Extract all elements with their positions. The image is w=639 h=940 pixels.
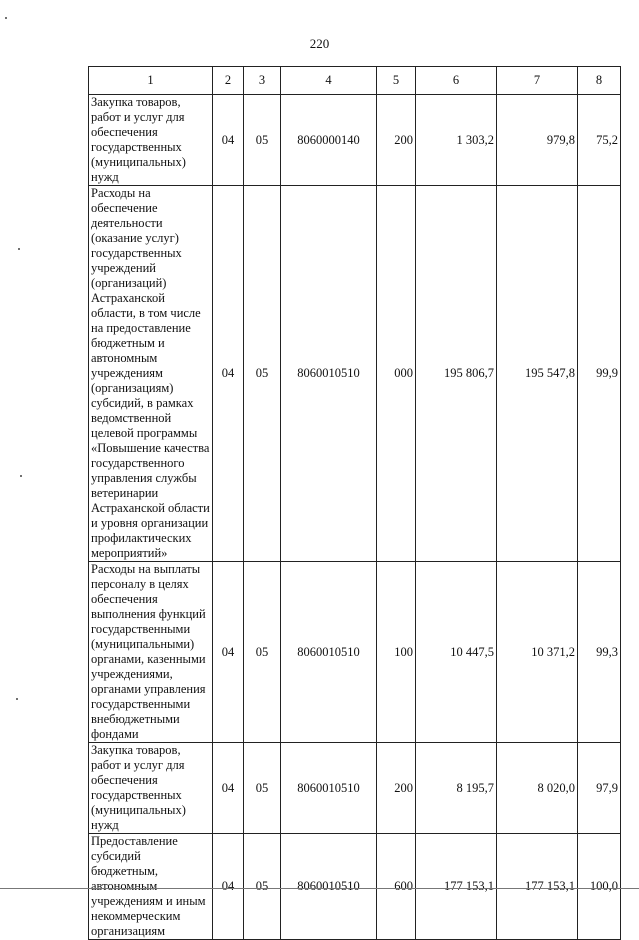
column-header: 4 [281, 67, 377, 95]
percent-cell: 97,9 [578, 743, 621, 834]
page-number: 220 [309, 36, 330, 51]
planned-amount-cell: 10 447,5 [416, 562, 497, 743]
table-row [89, 95, 621, 186]
section-code-cell: 04 [213, 562, 244, 743]
expense-type-cell: 200 [377, 743, 416, 834]
subsection-code-cell: 05 [244, 743, 281, 834]
column-header: 8 [578, 67, 621, 95]
actual-amount-cell: 195 547,8 [497, 186, 578, 562]
actual-amount-cell: 8 020,0 [497, 743, 578, 834]
planned-amount-cell: 195 806,7 [416, 186, 497, 562]
subsection-code-cell: 05 [244, 186, 281, 562]
column-header: 6 [416, 67, 497, 95]
planned-amount-cell: 177 153,1 [416, 834, 497, 940]
scan-speck [16, 698, 18, 700]
expense-type-cell: 200 [377, 95, 416, 186]
expense-name-cell: Предоставление субсидий бюджетным, автономным учреждениям и иным некоммерческим организациям [89, 834, 213, 940]
percent-cell: 75,2 [578, 95, 621, 186]
target-article-cell: 8060010510 [281, 743, 377, 834]
scan-speck [5, 17, 7, 19]
percent-cell: 99,3 [578, 562, 621, 743]
percent-cell: 100,0 [578, 834, 621, 940]
scan-speck [18, 248, 20, 250]
column-header: 3 [244, 67, 281, 95]
actual-amount-cell: 10 371,2 [497, 562, 578, 743]
expense-type-cell: 100 [377, 562, 416, 743]
table-row [89, 743, 621, 834]
table-header-row [89, 67, 621, 95]
target-article-cell: 8060010510 [281, 562, 377, 743]
expense-name-cell: Расходы на выплаты персоналу в целях обеспечения выполнения функций государственными (муниципальными) органами, казенными учреждениями, органами управления государственными внебюджетными фондами [89, 562, 213, 743]
expense-type-cell: 000 [377, 186, 416, 562]
scan-bottom-edge [0, 888, 639, 889]
expense-name-cell: Закупка товаров, работ и услуг для обеспечения государственных (муниципальных) нужд [89, 95, 213, 186]
planned-amount-cell: 1 303,2 [416, 95, 497, 186]
column-header: 1 [89, 67, 213, 95]
actual-amount-cell: 177 153,1 [497, 834, 578, 940]
section-code-cell: 04 [213, 834, 244, 940]
target-article-cell: 8060010510 [281, 834, 377, 940]
planned-amount-cell: 8 195,7 [416, 743, 497, 834]
table-row [89, 834, 621, 940]
percent-cell: 99,9 [578, 186, 621, 562]
target-article-cell: 8060010510 [281, 186, 377, 562]
expense-name-cell: Закупка товаров, работ и услуг для обеспечения государственных (муниципальных) нужд [89, 743, 213, 834]
scan-speck [20, 475, 22, 477]
table-row [89, 186, 621, 562]
section-code-cell: 04 [213, 743, 244, 834]
column-header: 7 [497, 67, 578, 95]
column-header: 2 [213, 67, 244, 95]
actual-amount-cell: 979,8 [497, 95, 578, 186]
subsection-code-cell: 05 [244, 95, 281, 186]
column-header: 5 [377, 67, 416, 95]
subsection-code-cell: 05 [244, 562, 281, 743]
subsection-code-cell: 05 [244, 834, 281, 940]
section-code-cell: 04 [213, 186, 244, 562]
expense-type-cell: 600 [377, 834, 416, 940]
table-row [89, 562, 621, 743]
target-article-cell: 8060000140 [281, 95, 377, 186]
section-code-cell: 04 [213, 95, 244, 186]
expense-name-cell: Расходы на обеспечение деятельности (оказание услуг) государственных учреждений (организаций) Астраханской области, в том числе на предоставление бюджетным и автономным учреждениям (организациям) субсидий, в рамках ведомственной целевой программы «Повышение качества государственного управления службы ветеринарии Астраханской области и уровня организации профилактических мероприятий» [89, 186, 213, 562]
budget-table [88, 66, 621, 940]
